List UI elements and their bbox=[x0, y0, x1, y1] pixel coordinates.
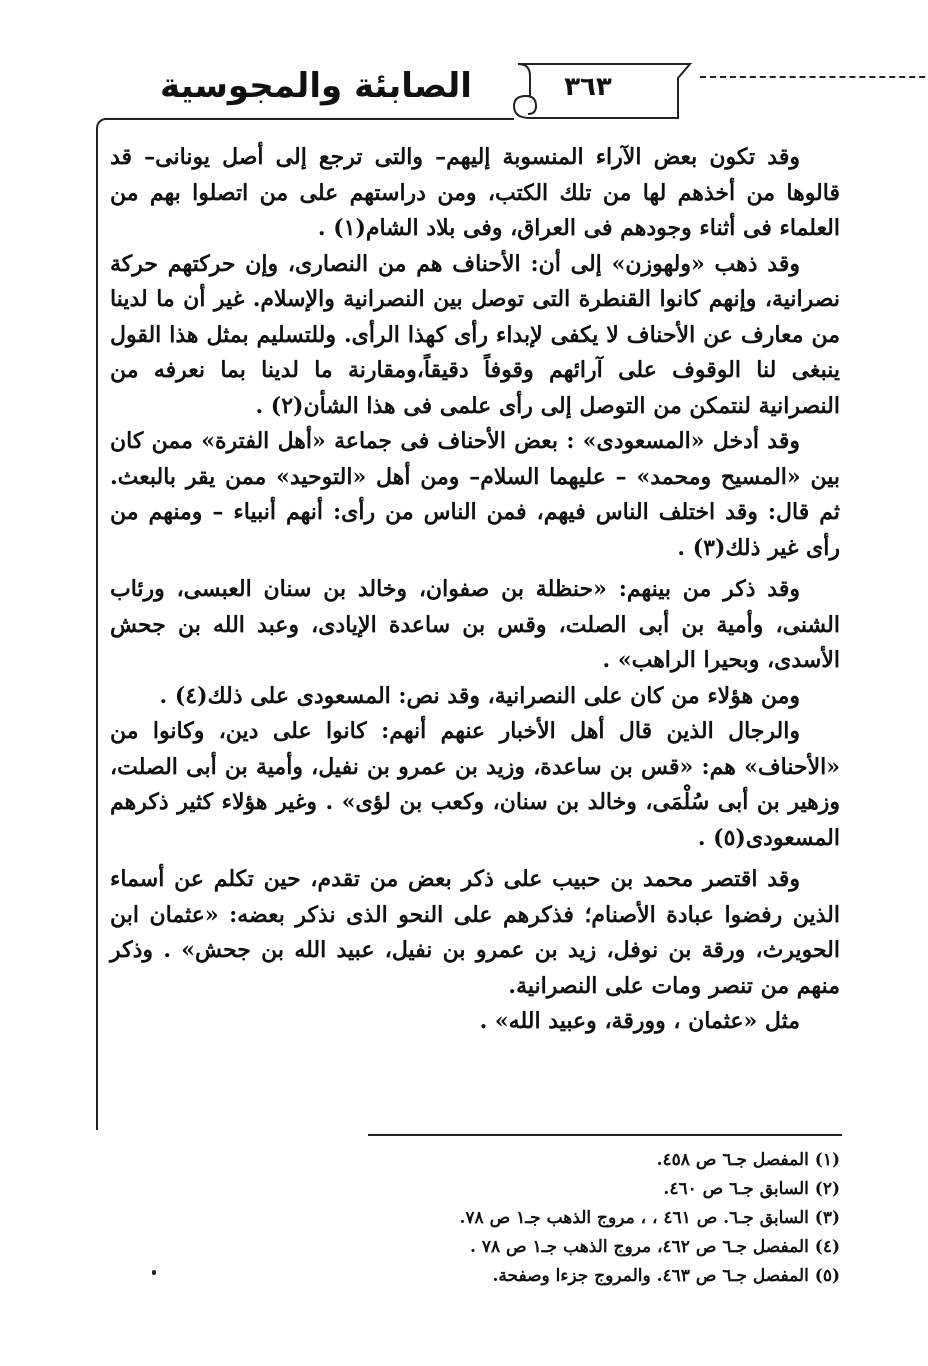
footnote: (٢) السابق جـ٦ ص ٤٦٠. bbox=[663, 1179, 840, 1199]
page-number: ٣٦٣ bbox=[564, 72, 612, 102]
footnote: (٣) السابق جـ٦. ص ٤٦١ ، ، مروج الذهب جـ١ ص ٧٨. bbox=[459, 1208, 840, 1228]
footnote-separator bbox=[368, 1134, 842, 1136]
footnote: (٥) المفصل جـ٦ ص ٤٦٣. والمروج جزءا وصفحة. bbox=[492, 1266, 840, 1286]
footnote: (٤) المفصل جـ٦ ص ٤٦٢، مروج الذهب جـ١ ص ٧٨ . bbox=[470, 1237, 840, 1257]
margin-dot bbox=[152, 1270, 156, 1275]
paragraph: وقد ذكر من بينهم: «حنظلة بن صفوان، وخالد بن سنان العبسى، ورئاب الشنى، وأمية بن أبى الصلت، وقس بن ساعدة الإيادى، وعبد الله بن جحش الأسدى، وبحيرا الراهب» . bbox=[110, 576, 840, 673]
running-title: الصابئة والمجوسية bbox=[160, 66, 472, 106]
paragraph: وقد ذهب «ولهوزن» إلى أن: الأحناف هم من النصارى، وإن حركتهم حركة نصرانية، وإنهم كانوا القنطرة التى توصل بين النصرانية والإسلام. غير أن ما لدينا من معارف عن الأحناف لا يكفى لإبداء رأى كهذا الرأى. وللتسليم بمثل هذا القول ينبغى لنا الوقوف على آرائهم وقوفاً دقيقاً،ومقارنة ما لدينا بما نعرفه من النصرانية لنتمكن من التوصل إلى رأى علمى فى هذا الشأن(٢) . bbox=[110, 250, 840, 419]
header-rule bbox=[700, 76, 928, 78]
footnote: (١) المفصل جـ٦ ص ٤٥٨. bbox=[656, 1150, 840, 1170]
paragraph: والرجال الذين قال أهل الأخبار عنهم أنهم: كانوا على دين، وكانوا من «الأحناف» هم: «قس بن ساعدة، وزيد بن عمرو بن نفيل، وأمية بن أبى الصلت، وزهير بن أبى سُلْمَى، وخالد بن سنان، وكعب بن لؤى» . وغير هؤلاء كثير ذكرهم المسعودى(٥) . bbox=[110, 718, 840, 851]
paragraph: وقد اقتصر محمد بن حبيب على ذكر بعض من تقدم، حين تكلم عن أسماء الذين رفضوا عبادة الأصنام؛ فذكرهم على النحو الذى نذكر بعضه: «عثمان ابن الحويرث، ورقة بن نوفل، زيد بن عمرو بن نفيل، عبيد الله بن جحش» . وذكر منهم من تنصر ومات على النصرانية. bbox=[110, 866, 840, 999]
footnotes bbox=[300, 1146, 840, 1291]
page-frame-left bbox=[96, 118, 108, 1130]
page-frame-top bbox=[104, 118, 514, 120]
main-text bbox=[110, 140, 840, 1040]
paragraph: وقد أدخل «المسعودى» : بعض الأحناف فى جماعة «أهل الفترة» ممن كان بين «المسيح ومحمد» – عليهما السلام– ومن أهل «التوحيد» ممن يقر بالبعث. ثم قال: وقد اختلف الناس فيهم، فمن الناس من رأى: أنهم أنبياء – ومنهم من رأى غير ذلك(٣) . bbox=[110, 428, 840, 561]
paragraph: مثل «عثمان ، وورقة، وعبيد الله» . bbox=[479, 1008, 800, 1034]
paragraph: وقد تكون بعض الآراء المنسوبة إليهم– والتى ترجع إلى أصل يونانى– قد قالوها من أخذهم لها من تلك الكتب، ومن دراستهم على من اتصلوا بهم من العلماء فى أثناء وجودهم فى العراق، وفى بلاد الشام(١) . bbox=[110, 144, 840, 241]
paragraph: ومن هؤلاء من كان على النصرانية، وقد نص: المسعودى على ذلك(٤) . bbox=[159, 682, 800, 709]
